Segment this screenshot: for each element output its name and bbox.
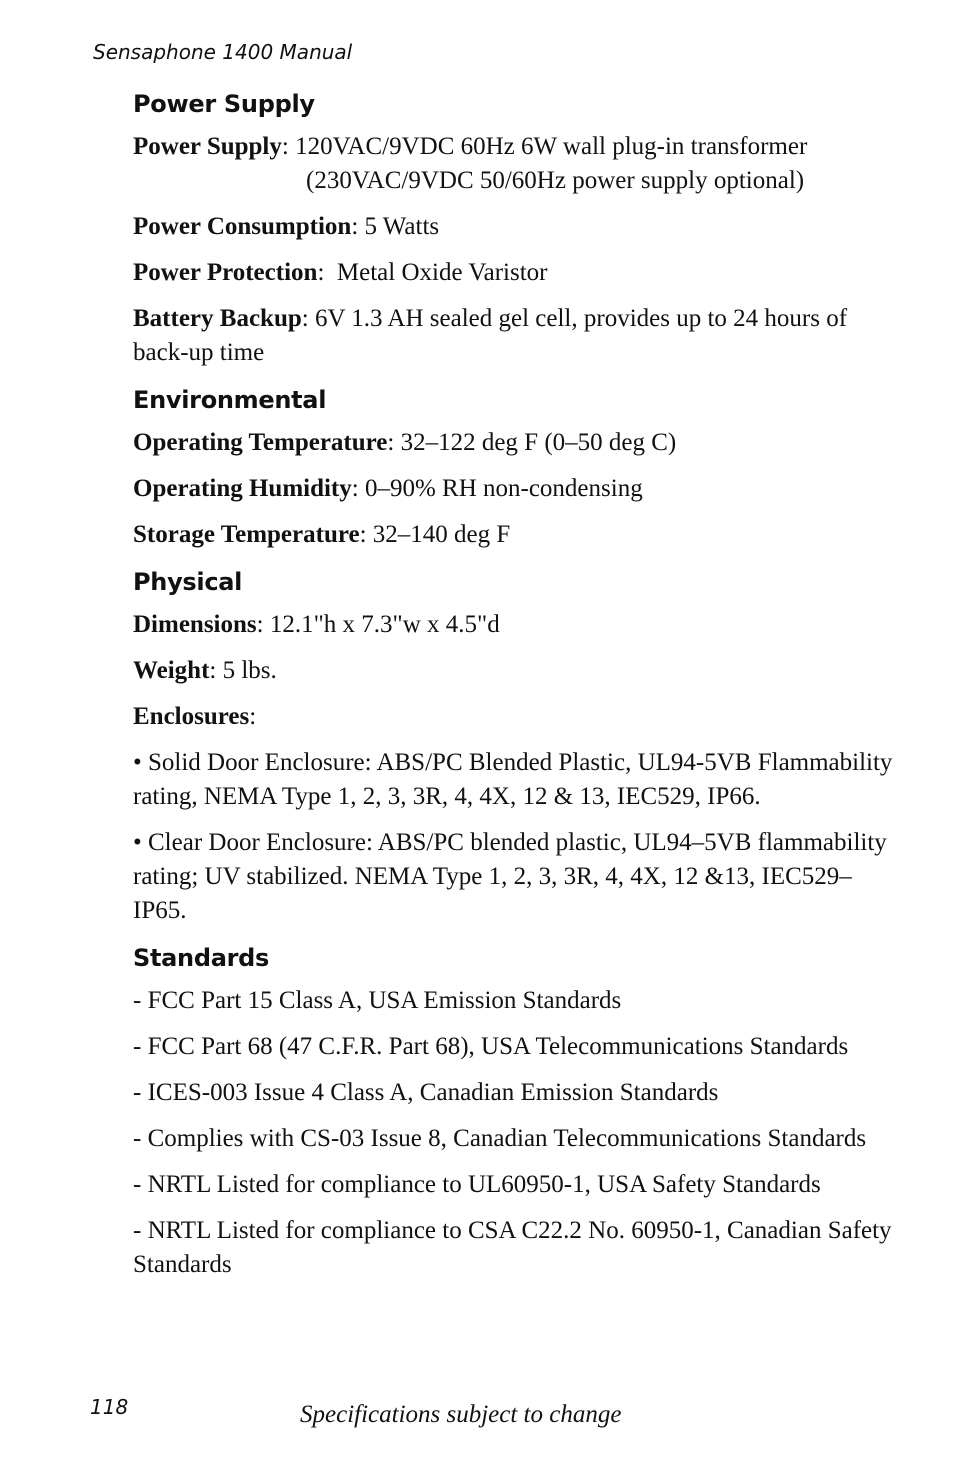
spec-value: : 0–90% RH non-condensing xyxy=(351,475,643,502)
standard-item: - ICES-003 Issue 4 Class A, Canadian Emission Standards xyxy=(133,1079,719,1106)
spec-power-protection xyxy=(133,256,893,290)
spec-value: : 6V 1.3 AH sealed gel cell, provides up to 24 hours of back-up time xyxy=(133,305,848,366)
section-heading-environmental: Environmental xyxy=(133,386,327,414)
spec-label: Battery Backup xyxy=(133,305,302,332)
spec-label: Enclosures xyxy=(133,703,250,730)
page-number: 118 xyxy=(90,1395,129,1419)
spec-battery-backup xyxy=(133,302,893,370)
spec-label: Weight xyxy=(133,657,210,684)
section-heading-power-supply: Power Supply xyxy=(133,90,315,118)
enclosure-clear-door: • Clear Door Enclosure: ABS/PC blended plastic, UL94–5VB flammability rating; UV stabilized. NEMA Type 1, 2, 3, 3R, 4, 4X, 12 &13, IEC529–IP65. xyxy=(133,829,887,924)
spec-colon: : xyxy=(249,703,257,730)
spec-label: Power Supply xyxy=(133,133,282,160)
spec-value: : 5 Watts xyxy=(351,213,440,240)
spec-label: Operating Temperature xyxy=(133,429,388,456)
spec-value-optional: (230VAC/9VDC 50/60Hz power supply optional) xyxy=(306,167,805,194)
spec-value: : 120VAC/9VDC 60Hz 6W wall plug-in transformer xyxy=(281,133,808,160)
spec-power-supply xyxy=(133,130,893,198)
spec-label: Power Consumption xyxy=(133,213,352,240)
spec-value: : Metal Oxide Varistor xyxy=(317,259,548,286)
standard-item: - NRTL Listed for compliance to CSA C22.2 No. 60950-1, Canadian Safety Standards xyxy=(133,1217,892,1278)
standard-item: - FCC Part 15 Class A, USA Emission Standards xyxy=(133,987,622,1014)
spec-value: : 32–140 deg F xyxy=(359,521,511,548)
spec-weight xyxy=(133,654,893,688)
spec-dimensions xyxy=(133,608,893,642)
running-header: Sensaphone 1400 Manual xyxy=(93,40,353,64)
spec-operating-humidity xyxy=(133,472,893,506)
spec-value: : 32–122 deg F (0–50 deg C) xyxy=(387,429,677,456)
spec-label: Power Protection xyxy=(133,259,318,286)
spec-enclosures xyxy=(133,700,893,734)
standard-item: - Complies with CS-03 Issue 8, Canadian Telecommunications Standards xyxy=(133,1125,867,1152)
footer-note: Specifications subject to change xyxy=(300,1401,622,1428)
spec-power-consumption xyxy=(133,210,893,244)
standard-item: - NRTL Listed for compliance to UL60950-1, USA Safety Standards xyxy=(133,1171,821,1198)
page-body xyxy=(133,86,893,1294)
spec-label: Dimensions xyxy=(133,611,257,638)
spec-label: Storage Temperature xyxy=(133,521,360,548)
spec-value: : 5 lbs. xyxy=(209,657,277,684)
spec-operating-temperature xyxy=(133,426,893,460)
spec-storage-temperature xyxy=(133,518,893,552)
enclosure-solid-door: • Solid Door Enclosure: ABS/PC Blended Plastic, UL94-5VB Flammability rating, NEMA Type 1, 2, 3, 3R, 4, 4X, 12 & 13, IEC529, IP66. xyxy=(133,749,893,810)
standard-item: - FCC Part 68 (47 C.F.R. Part 68), USA Telecommunications Standards xyxy=(133,1033,849,1060)
spec-value: : 12.1"h x 7.3"w x 4.5"d xyxy=(256,611,500,638)
spec-label: Operating Humidity xyxy=(133,475,352,502)
section-heading-physical: Physical xyxy=(133,568,243,596)
section-heading-standards: Standards xyxy=(133,944,270,972)
